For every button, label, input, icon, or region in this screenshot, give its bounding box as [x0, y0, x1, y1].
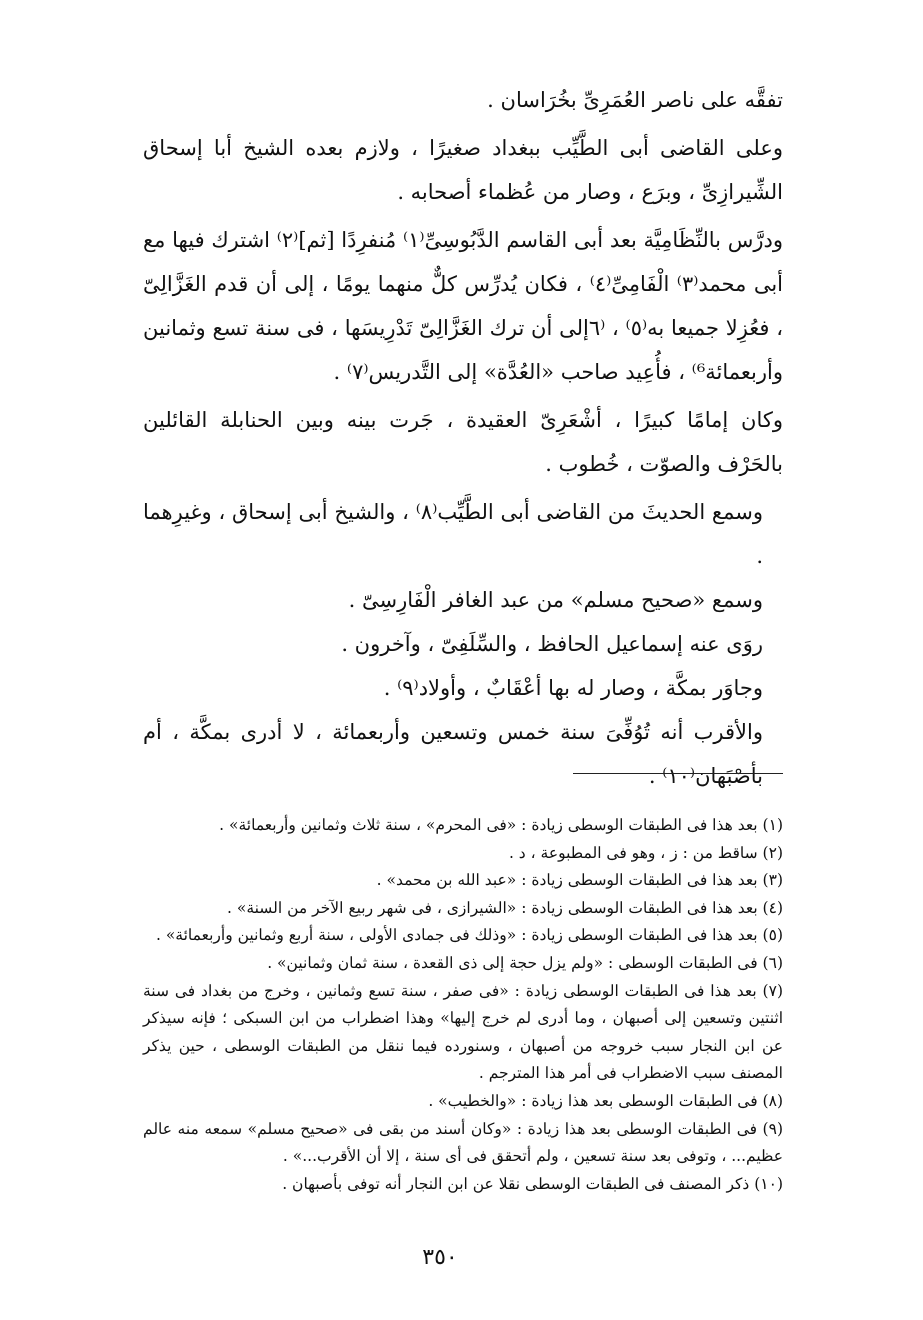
- footnote: (٩) فى الطبقات الوسطى بعد هذا زيادة : «وكان أسند من بقى فى «صحيح مسلم» سمعه منه عالم عظيم... ، وتوفى بعد سنة تسعين ، ولم أتحقق فى أى سنة ، إلا أن الأقرب...» .: [143, 1119, 783, 1166]
- footnote: (٤) بعد هذا فى الطبقات الوسطى زيادة : «الشيرازى ، فى شهر ربيع الآخر من السنة» .: [226, 898, 783, 917]
- footnote: (١) بعد هذا فى الطبقات الوسطى زيادة : «فى المحرم» ، سنة ثلاث وثمانين وأربعمائة» .: [219, 816, 783, 834]
- footnote: (٣) بعد هذا فى الطبقات الوسطى زيادة : «عبد الله بن محمد» .: [376, 871, 783, 890]
- main-text: [143, 78, 783, 798]
- text-line: والأقرب أنه تُوُفِّىَ سنة خمس وتسعين وأربعمائة ، لا أدرى بمكَّة ، أم بأصْبَهان⁽١٠⁾ .: [143, 720, 763, 788]
- text-line: وسمع الحديثَ من القاضى أبى الطَّيِّب⁽٨⁾ ، والشيخ أبى إسحاق ، وغيرِهما .: [143, 500, 763, 568]
- paragraph: تفقَّه على ناصر العُمَرِىِّ بخُرَاسان .: [487, 88, 783, 112]
- footnote: (٨) فى الطبقات الوسطى بعد هذا زيادة : «والخطيب» .: [428, 1091, 783, 1110]
- footnotes: [143, 812, 783, 1198]
- footnote-divider: [573, 773, 783, 774]
- footnote: (٦) فى الطبقات الوسطى : «ولم يزل حجة إلى ذى القعدة ، سنة ثمان وثمانين» .: [267, 953, 783, 972]
- footnote: (١٠) ذكر المصنف فى الطبقات الوسطى نقلا عن ابن النجار أنه توفى بأصبهان .: [282, 1174, 783, 1193]
- paragraph: وكان إمامًا كبيرًا ، أشْعَرِىّ العقيدة ، جَرت بينه وبين الحنابلة القائلين بالحَرْف والصوّت ، خُطوب .: [143, 408, 783, 476]
- footnote: (٢) ساقط من : ز ، وهو فى المطبوعة ، د .: [508, 843, 783, 862]
- paragraph: وعلى القاضى أبى الطَّيِّب ببغداد صغيرًا ، ولازم بعده الشيخ أبا إسحاق الشِّيرازِىِّ ، وبرَع ، وصار من عُظماء أصحابه .: [143, 136, 783, 204]
- text-line: وجاوَر بمكَّة ، وصار له بها أعْقَابٌ ، وأولاد⁽٩⁾ .: [383, 676, 763, 700]
- footnote: (٧) بعد هذا فى الطبقات الوسطى زيادة : «فى صفر ، سنة تسع وثمانين ، وخرج من بغداد فى سنة اثنتين وتسعين إلى أصبهان ، وما أدرى لم خرج إليها» وهذا اضطراب من ابن السبكى ؛ فإنه سيذكر عن ابن النجار سبب خروجه من أصبهان ، وسنورده فيما ننقل من الطبقات الوسطى ، حين يذكر المصنف سبب الاضطراب فى أمر هذا المترجم .: [143, 981, 783, 1083]
- text-line: روَى عنه إسماعيل الحافظ ، والسِّلَفِىّ ، وآخرون .: [341, 632, 763, 656]
- paragraph: ودرَّس بالنِّظَامِيَّة بعد أبى القاسم الدَّبُوسِىِّ⁽١⁾ مُنفرِدًا [ثم]⁽٢⁾ اشترك فيها مع أبى محمد⁽٣⁾ الْفَامِىِّ⁽٤⁾ ، فكان يُدرِّس كلٌّ منهما يومًا ، إلى أن قدم الغَزَّالِىّ ، فعُزِلا جميعا به⁽٥⁾ ، ⁽٦إلى أن ترك الغَزَّالِىّ تَدْرِيسَها ، فى سنة تسع وثمانين وأربعمائة⁶⁾ ، فأُعِيد صاحب «العُدَّة» إلى التَّدريس⁽٧⁾ .: [143, 228, 784, 384]
- text-line: وسمع «صحيح مسلم» من عبد الغافر الْفَارِسِىّ .: [348, 588, 763, 612]
- footnote: (٥) بعد هذا فى الطبقات الوسطى زيادة : «وذلك فى جمادى الأولى ، سنة أربع وثمانين وأربعمائة» .: [155, 926, 783, 945]
- page-number: ٣٥٠: [422, 1245, 458, 1270]
